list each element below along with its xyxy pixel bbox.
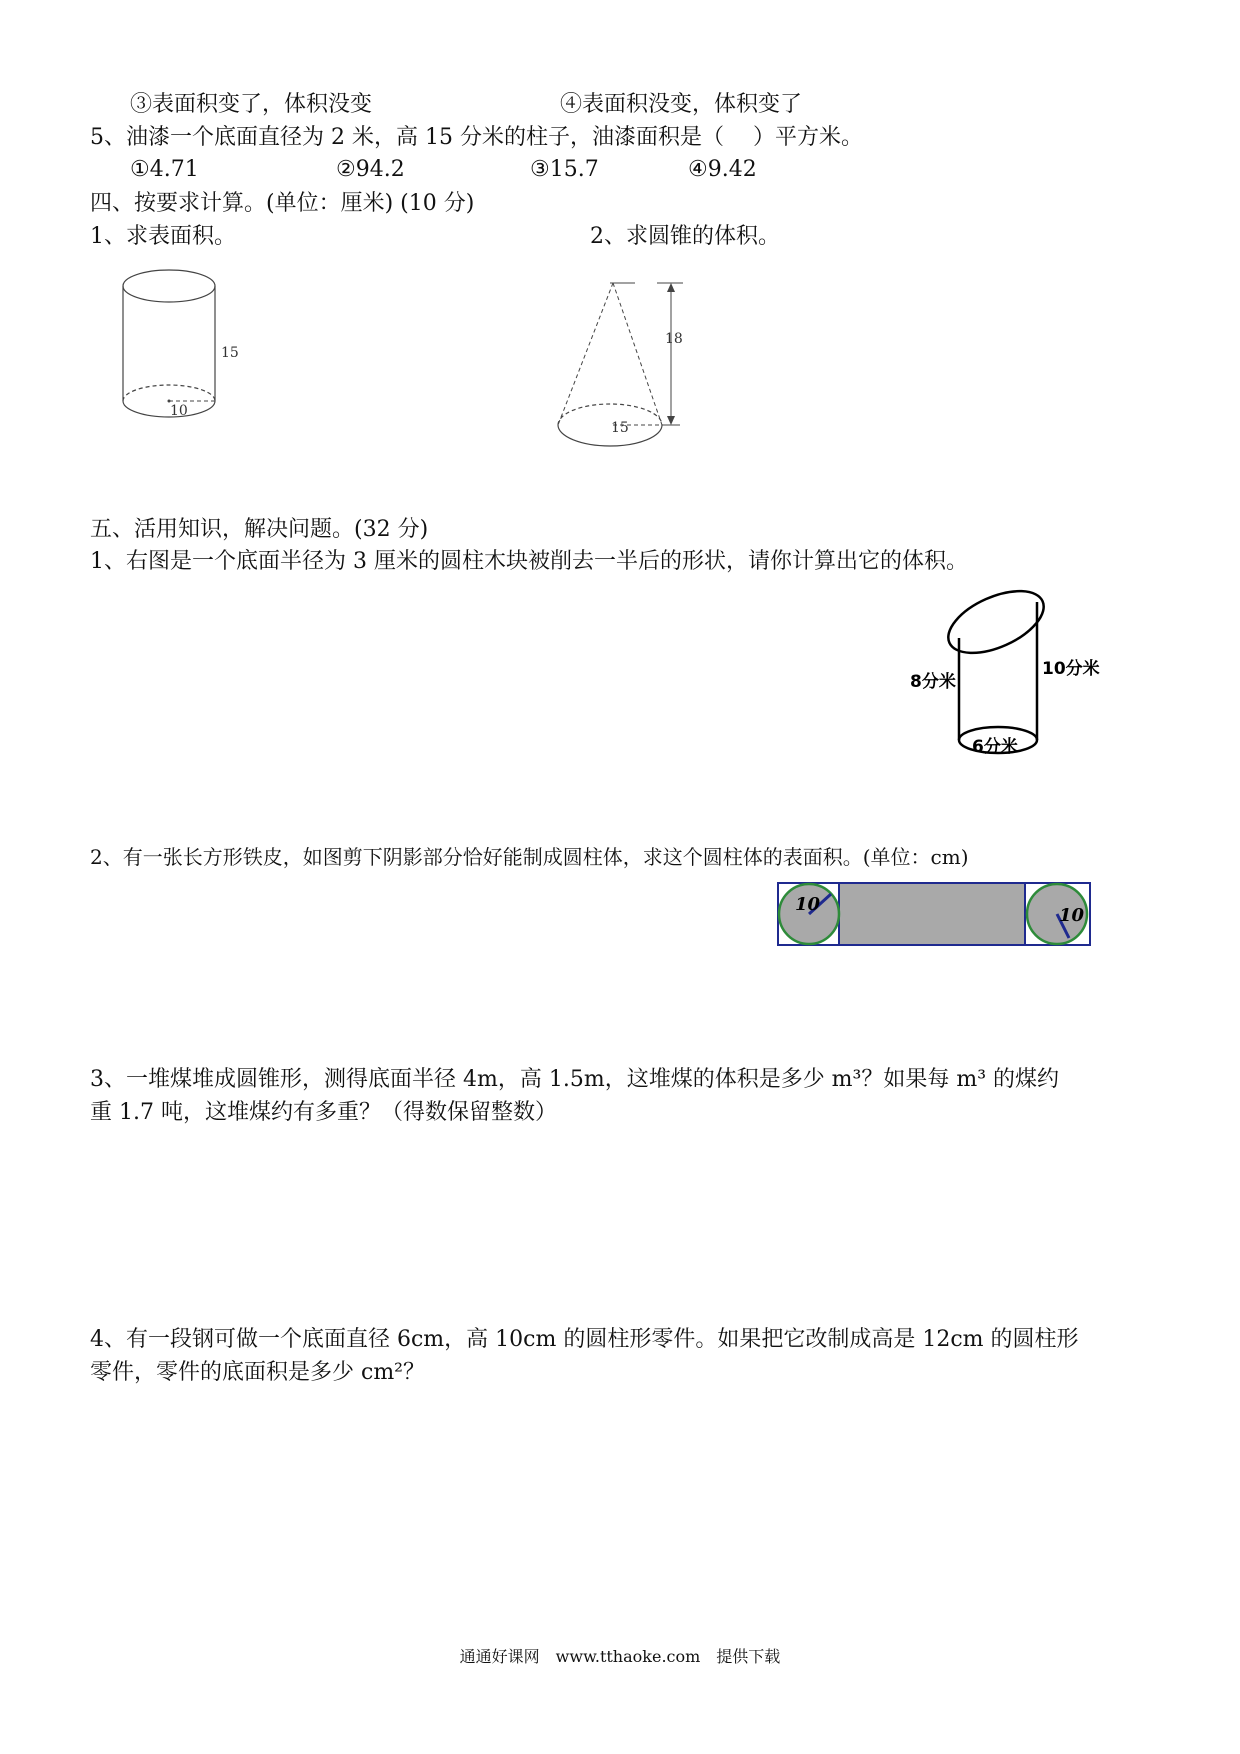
section-4-title: 四、按要求计算。(单位：厘米) (10 分) — [90, 191, 475, 216]
cut-cylinder-figure — [900, 580, 1140, 765]
left-height-label: 8分米 — [910, 672, 956, 692]
q5-option-4: ④9.42 — [688, 157, 757, 182]
base-label: 6分米 — [972, 737, 1018, 757]
cone-height-label: 18 — [665, 331, 683, 347]
page-footer: 通通好课网 www.tthaoke.com 提供下载 — [459, 1647, 781, 1666]
cylinder-diameter-label: 10 — [170, 403, 188, 419]
task-1-label: 1、求表面积。 — [90, 224, 236, 249]
cone-figure — [555, 280, 705, 455]
q5-option-1: ①4.71 — [130, 157, 199, 182]
right-height-label: 10分米 — [1042, 659, 1100, 679]
left-radius-label: 10 — [795, 894, 821, 915]
option-4: ④表面积没变，体积变了 — [560, 92, 803, 117]
task-2-label: 2、求圆锥的体积。 — [590, 224, 780, 249]
iron-sheet-figure — [775, 880, 1095, 950]
problem-2-text: 2、有一张长方形铁皮，如图剪下阴影部分恰好能制成圆柱体，求这个圆柱体的表面积。(单位：cm) — [90, 845, 969, 869]
question-5-text: 5、油漆一个底面直径为 2 米，高 15 分米的柱子，油漆面积是（ ）平方米。 — [90, 125, 863, 150]
problem-3-line-1: 3、一堆煤堆成圆锥形，测得底面半径 4m，高 1.5m，这堆煤的体积是多少 m³？如果每 m³ 的煤约 — [90, 1067, 1060, 1092]
problem-4-line-2: 零件，零件的底面积是多少 cm²？ — [90, 1360, 425, 1385]
section-5-title: 五、活用知识，解决问题。(32 分) — [90, 517, 429, 542]
problem-4-line-1: 4、有一段钢可做一个底面直径 6cm，高 10cm 的圆柱形零件。如果把它改制成高是 12cm 的圆柱形 — [90, 1327, 1079, 1352]
problem-1-text: 1、右图是一个底面半径为 3 厘米的圆柱木块被削去一半后的形状，请你计算出它的体积。 — [90, 549, 968, 574]
option-3: ③表面积变了，体积没变 — [130, 92, 373, 117]
right-radius-label: 10 — [1059, 905, 1085, 926]
cone-diameter-label: 15 — [611, 420, 629, 436]
problem-3-line-2: 重 1.7 吨，这堆煤约有多重？（得数保留整数） — [90, 1100, 557, 1125]
cylinder-height-label: 15 — [221, 345, 239, 361]
q5-option-3: ③15.7 — [530, 157, 599, 182]
shaded-rectangle — [839, 883, 1025, 945]
q5-option-2: ②94.2 — [336, 157, 405, 182]
cylinder-figure — [100, 265, 250, 440]
